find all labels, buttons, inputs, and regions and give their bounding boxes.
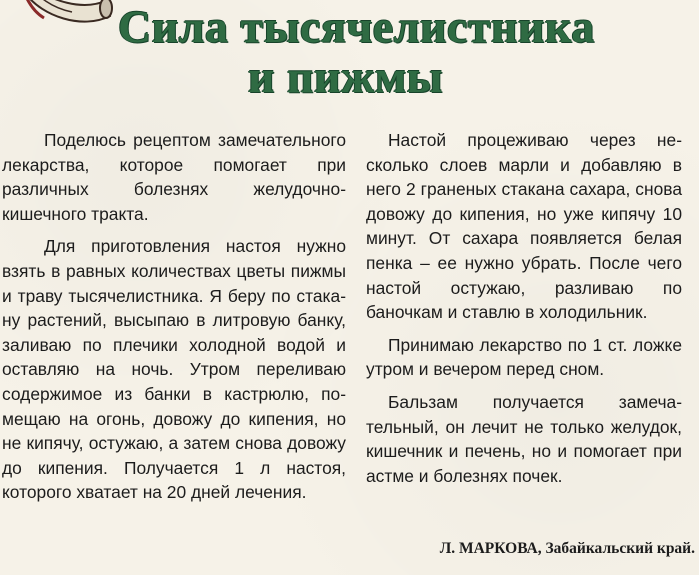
headline-line-1: Сила тысячелистника bbox=[118, 1, 595, 52]
article-headline bbox=[0, 2, 699, 102]
paragraph-intro: Поделюсь рецептом замечательного лекарства, которое помогает при различных болезнях желудочно-кишечного тракта. bbox=[2, 130, 346, 224]
paragraph-dosage: Принимаю лекарство по 1 ст. ложке утром и вечером перед сном. bbox=[366, 334, 682, 380]
paragraph-benefits: Бальзам получается замечательный, он лечит не только желудок, кишечник и печень, но и помогает при астме и болезнях почек. bbox=[366, 391, 682, 486]
article-column-right bbox=[366, 128, 682, 496]
article-column-left bbox=[2, 128, 346, 513]
author-signature bbox=[440, 540, 695, 558]
headline-line-2: и пижмы bbox=[248, 51, 444, 102]
author-name: Л. МАРКОВА, bbox=[439, 540, 542, 557]
paragraph-straining: Настой процеживаю через несколько слоев марли и добавляю в него 2 граненых стакана сахара, снова довожу до кипения, но уже кипячу 10 минут. От сахара появляется белая пенка – ее нужно убрать. После чего настой остужаю, разливаю по баночкам и ставлю в холодильник. bbox=[366, 130, 682, 323]
author-region: Забайкальский край. bbox=[545, 540, 695, 557]
paragraph-preparation: Для приготовления настоя нужно взять в равных количествах цветы пижмы и траву тысячелистника. Я беру по стакану растений, высыпаю в литровую банку, заливаю по плечики холодной водой и оставляю на ночь. Утром переливаю содержимое из банки в кастрюлю, помещаю на огонь, довожу до кипения, но не кипячу, остужаю, а затем снова довожу до кипения. Получается 1 л настоя, которого хватает на 20 дней лечения. bbox=[2, 236, 346, 503]
